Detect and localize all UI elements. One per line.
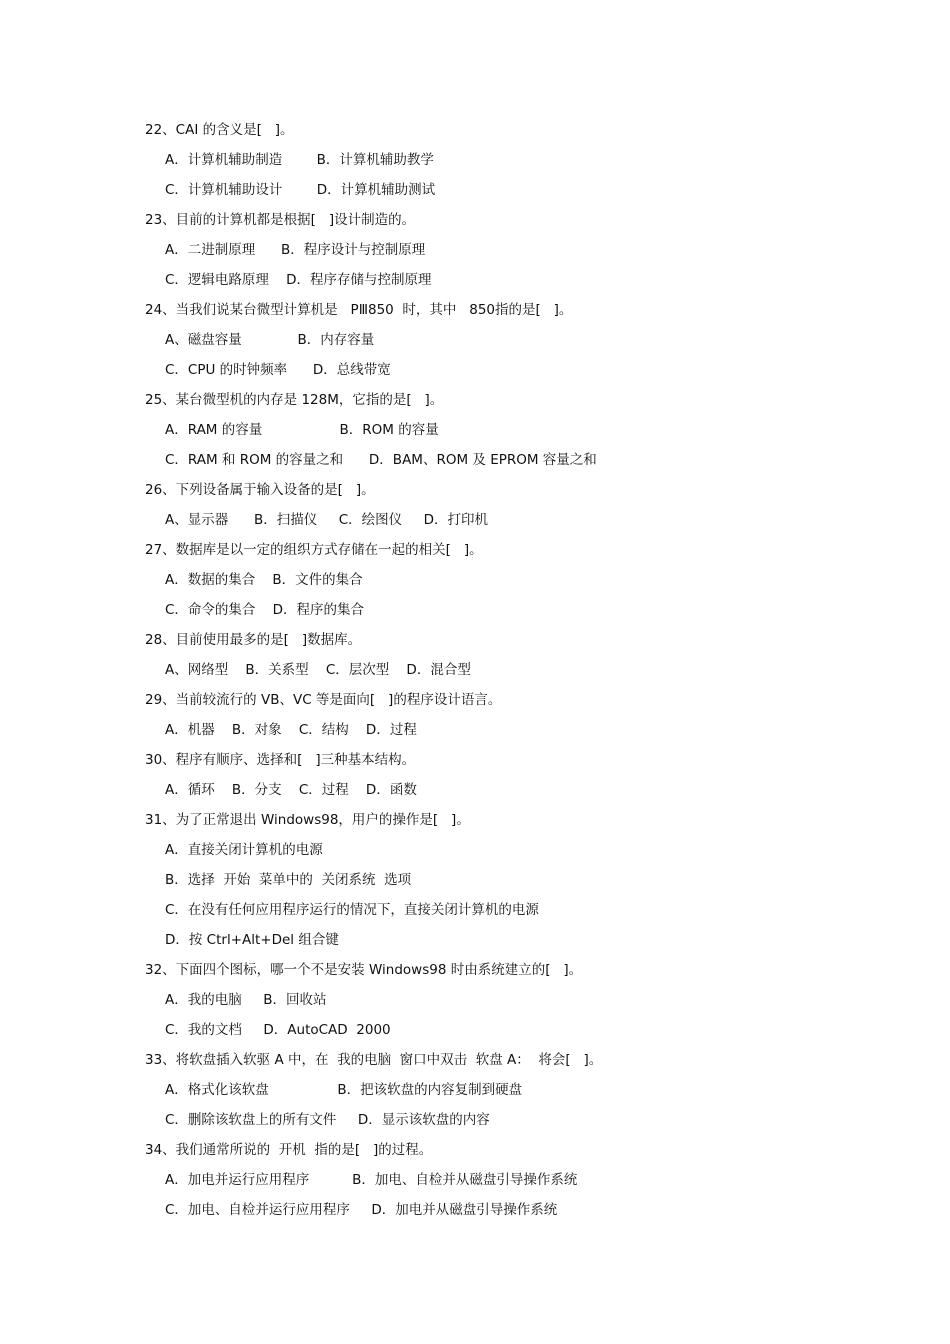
question-23: 23、目前的计算机都是根据[ ]设计制造的。 bbox=[145, 212, 416, 228]
question-30: 30、程序有顺序、选择和[ ]三种基本结构。 bbox=[145, 752, 416, 768]
options-24-cd: C．CPU 的时钟频率 D．总线带宽 bbox=[165, 362, 391, 378]
options-24-ab: A、磁盘容量 B．内存容量 bbox=[165, 332, 375, 348]
question-31: 31、为了正常退出 Windows98，用户的操作是[ ]。 bbox=[145, 812, 470, 828]
question-29: 29、当前较流行的 VB、VC 等是面向[ ]的程序设计语言。 bbox=[145, 692, 502, 708]
option-31-a: A．直接关闭计算机的电源 bbox=[165, 842, 323, 858]
options-22-cd: C．计算机辅助设计 D．计算机辅助测试 bbox=[165, 182, 436, 198]
question-33: 33、将软盘插入软驱 A 中，在 我的电脑 窗口中双击 软盘 A： 将会[ ]。 bbox=[145, 1052, 603, 1068]
question-26: 26、下列设备属于输入设备的是[ ]。 bbox=[145, 482, 375, 498]
question-34: 34、我们通常所说的 开机 指的是[ ]的过程。 bbox=[145, 1142, 433, 1158]
options-32-cd: C．我的文档 D．AutoCAD 2000 bbox=[165, 1022, 391, 1038]
options-22-ab: A．计算机辅助制造 B．计算机辅助教学 bbox=[165, 152, 434, 168]
option-31-b: B．选择 开始 菜单中的 关闭系统 选项 bbox=[165, 872, 412, 888]
options-23-cd: C．逻辑电路原理 D．程序存储与控制原理 bbox=[165, 272, 432, 288]
options-30: A．循环 B．分支 C．过程 D．函数 bbox=[165, 782, 417, 798]
options-28: A、网络型 B．关系型 C．层次型 D．混合型 bbox=[165, 662, 471, 678]
options-25-ab: A．RAM 的容量 B．ROM 的容量 bbox=[165, 422, 439, 438]
options-33-cd: C．删除该软盘上的所有文件 D．显示该软盘的内容 bbox=[165, 1112, 490, 1128]
options-34-ab: A．加电并运行应用程序 B．加电、自检并从磁盘引导操作系统 bbox=[165, 1172, 578, 1188]
options-23-ab: A．二进制原理 B．程序设计与控制原理 bbox=[165, 242, 426, 258]
options-29: A．机器 B．对象 C．结构 D．过程 bbox=[165, 722, 417, 738]
question-27: 27、数据库是以一定的组织方式存储在一起的相关[ ]。 bbox=[145, 542, 483, 558]
question-22: 22、CAI 的含义是[ ]。 bbox=[145, 122, 294, 138]
options-33-ab: A．格式化该软盘 B．把该软盘的内容复制到硬盘 bbox=[165, 1082, 523, 1098]
question-28: 28、目前使用最多的是[ ]数据库。 bbox=[145, 632, 362, 648]
question-25: 25、某台微型机的内存是 128M，它指的是[ ]。 bbox=[145, 392, 444, 408]
options-27-ab: A．数据的集合 B．文件的集合 bbox=[165, 572, 363, 588]
options-32-ab: A．我的电脑 B．回收站 bbox=[165, 992, 327, 1008]
options-27-cd: C．命令的集合 D．程序的集合 bbox=[165, 602, 364, 618]
question-24: 24、当我们说某台微型计算机是 PⅢ850 时，其中 850指的是[ ]。 bbox=[145, 302, 573, 318]
options-26: A、显示器 B．扫描仪 C．绘图仪 D．打印机 bbox=[165, 512, 488, 528]
option-31-d: D．按 Ctrl+Alt+Del 组合键 bbox=[165, 932, 339, 948]
option-31-c: C．在没有任何应用程序运行的情况下，直接关闭计算机的电源 bbox=[165, 902, 539, 918]
options-25-cd: C．RAM 和 ROM 的容量之和 D．BAM、ROM 及 EPROM 容量之和 bbox=[165, 452, 597, 468]
options-34-cd: C．加电、自检并运行应用程序 D．加电并从磁盘引导操作系统 bbox=[165, 1202, 558, 1218]
question-32: 32、下面四个图标，哪一个不是安装 Windows98 时由系统建立的[ ]。 bbox=[145, 962, 583, 978]
